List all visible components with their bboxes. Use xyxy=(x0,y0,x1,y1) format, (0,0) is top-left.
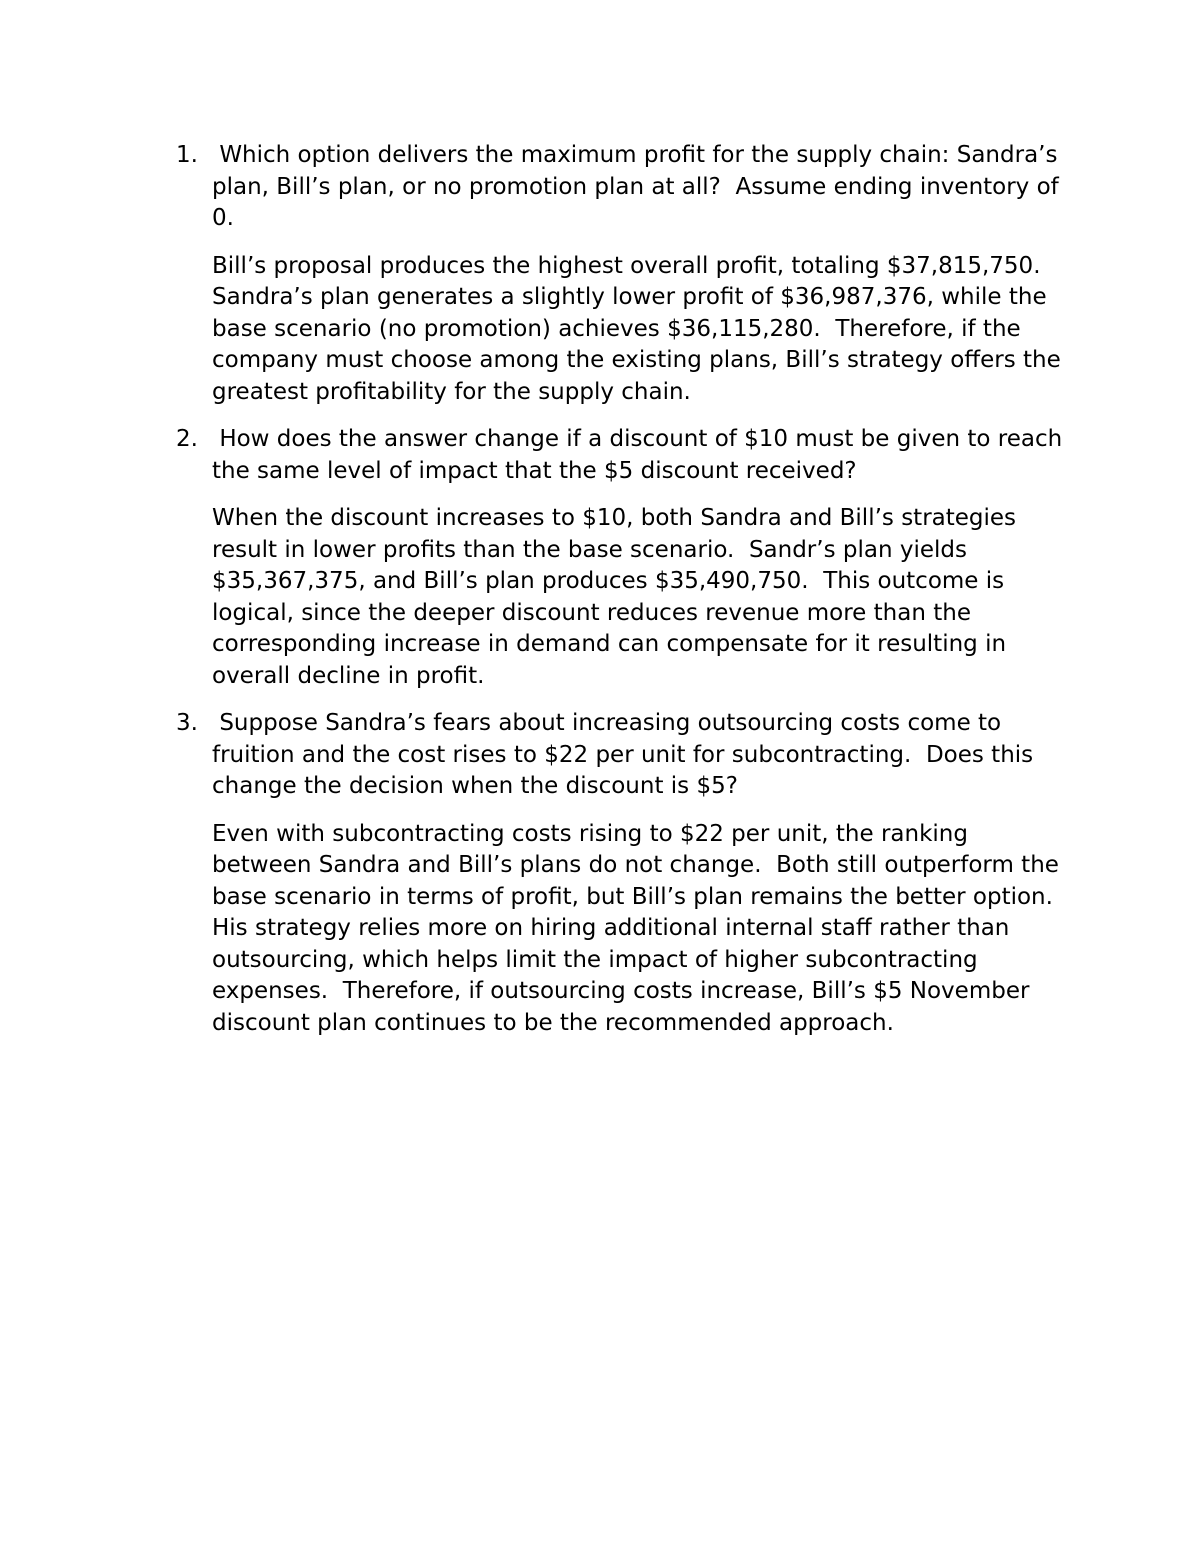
question-number: 1. xyxy=(176,142,198,168)
answer-text: Bill’s proposal produces the highest overall profit, totaling $37,815,750. Sandra’s plan generates a slightly lower profit of $36,987,376, while the base scenario (no promotion) achieves $36,115,280. Therefore, if the company must choose among the existing plans, Bill’s strategy offers the greatest profitability for the supply chain. xyxy=(212,252,1069,405)
question-item-2 xyxy=(173,424,1073,692)
answer-text: Even with subcontracting costs rising to $22 per unit, the ranking between Sandra and Bill’s plans do not change. Both still outperform the base scenario in terms of profit, but Bill’s plan remains the better option. His strategy relies more on hiring additional internal staff rather than outsourcing, which helps limit the impact of higher subcontracting expenses. Therefore, if outsourcing costs increase, Bill’s $5 November discount plan continues to be the recommended approach. xyxy=(212,820,1068,1036)
question-text: Which option delivers the maximum profit for the supply chain: Sandra’s plan, Bill’s plan, or no promotion plan at all? Assume ending inventory of 0. xyxy=(212,142,1067,231)
question-item-1 xyxy=(173,140,1073,408)
question-number: 2. xyxy=(176,426,198,452)
question-list xyxy=(173,140,1073,1055)
question-text: Suppose Sandra’s fears about increasing outsourcing costs come to fruition and the cost rises to $22 per unit for subcontracting. Does this change the decision when the discount is $5? xyxy=(212,710,1041,799)
answer-text: When the discount increases to $10, both Sandra and Bill’s strategies result in lower profits than the base scenario. Sandr’s plan yields $35,367,375, and Bill’s plan produces $35,490,750. This outcome is logical, since the deeper discount reduces revenue more than the corresponding increase in demand can compensate for it resulting in overall decline in profit. xyxy=(212,505,1024,689)
question-item-3 xyxy=(173,708,1073,1039)
question-text: How does the answer change if a discount of $10 must be given to reach the same level of impact that the $5 discount received? xyxy=(212,426,1070,484)
question-number: 3. xyxy=(176,710,198,736)
